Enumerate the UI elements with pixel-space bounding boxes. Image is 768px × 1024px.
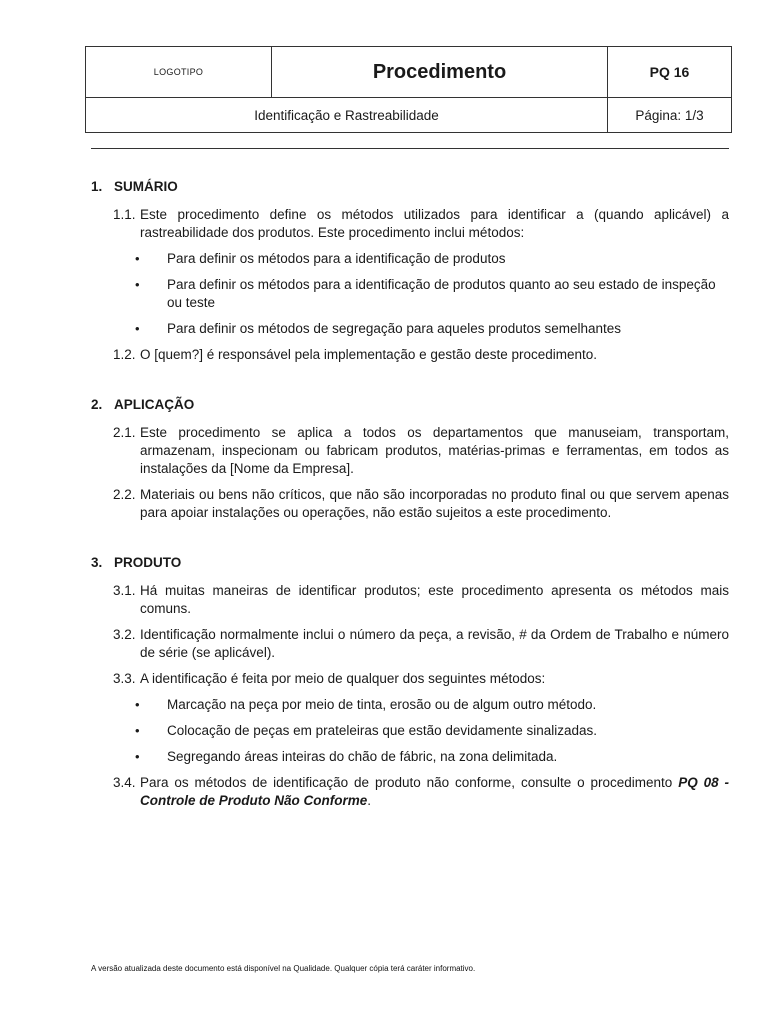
header-divider xyxy=(91,148,729,149)
bullet-icon: • xyxy=(135,277,140,292)
bullet-item xyxy=(91,320,729,338)
item-number: 3.3. xyxy=(113,671,136,686)
footer-note: A versão atualizada deste documento está disponível na Qualidade. Qualquer cópia terá caráter informativo. xyxy=(91,964,476,973)
item-text-end: . xyxy=(367,793,372,808)
numbered-item xyxy=(91,626,729,662)
numbered-item xyxy=(91,424,729,478)
procedure-reference: PQ 08 - Controle de Produto Não Conforme xyxy=(140,775,729,808)
document-body xyxy=(91,178,729,818)
bullet-text: Marcação na peça por meio de tinta, erosão ou de algum outro método. xyxy=(167,697,597,712)
section-title: APLICAÇÃO xyxy=(114,397,195,412)
header-row-top xyxy=(86,47,731,98)
item-number: 3.1. xyxy=(113,583,136,598)
numbered-item xyxy=(91,582,729,618)
section-number: 1. xyxy=(91,179,103,194)
numbered-item xyxy=(91,346,729,364)
item-number: 3.2. xyxy=(113,627,136,642)
section-title: PRODUTO xyxy=(114,555,182,570)
item-text: O [quem?] é responsável pela implementação e gestão deste procedimento. xyxy=(140,347,598,362)
bullet-item xyxy=(91,748,729,766)
numbered-item xyxy=(91,774,729,810)
logo-placeholder: LOGOTIPO xyxy=(86,47,272,97)
item-text: Há muitas maneiras de identificar produtos; este procedimento apresenta os métodos mais comuns. xyxy=(140,583,729,616)
item-text: Materiais ou bens não críticos, que não são incorporadas no produto final ou que servem apenas para apoiar instalações ou operações, não estão sujeitos a este procedimento. xyxy=(140,487,729,520)
document-header-table xyxy=(85,46,732,133)
bullet-item xyxy=(91,722,729,740)
item-number: 2.1. xyxy=(113,425,136,440)
section-number: 3. xyxy=(91,555,103,570)
bullet-icon: • xyxy=(135,749,140,764)
document-subtitle: Identificação e Rastreabilidade xyxy=(86,98,608,132)
bullet-icon: • xyxy=(135,723,140,738)
bullet-text: Para definir os métodos para a identificação de produtos xyxy=(167,251,506,266)
bullet-item xyxy=(91,276,729,312)
bullet-text: Colocação de peças em prateleiras que estão devidamente sinalizadas. xyxy=(167,723,598,738)
numbered-item xyxy=(91,486,729,522)
item-text: Este procedimento se aplica a todos os departamentos que manuseiam, transportam, armazenam, inspecionam ou fabricam produtos, matérias-primas e ferramentas, em todos as instalações da [Nome da Empresa]. xyxy=(140,425,729,476)
bullet-text: Para definir os métodos para a identificação de produtos quanto ao seu estado de inspeção ou teste xyxy=(167,277,716,310)
page-indicator: Página: 1/3 xyxy=(635,107,704,123)
bullet-icon: • xyxy=(135,697,140,712)
item-text: A identificação é feita por meio de qualquer dos seguintes métodos: xyxy=(140,671,546,686)
item-text: Este procedimento define os métodos utilizados para identificar a (quando aplicável) a rastreabilidade dos produtos. Este procedimento inclui métodos: xyxy=(140,207,729,240)
bullet-text: Para definir os métodos de segregação para aqueles produtos semelhantes xyxy=(167,321,622,336)
header-row-bottom xyxy=(86,98,731,132)
section-heading-aplicacao xyxy=(91,396,729,414)
section-heading-produto xyxy=(91,554,729,572)
item-number: 1.1. xyxy=(113,207,136,222)
section-title: SUMÁRIO xyxy=(114,179,178,194)
bullet-item xyxy=(91,696,729,714)
document-code: PQ 16 xyxy=(649,64,690,80)
item-number: 2.2. xyxy=(113,487,136,502)
item-number: 1.2. xyxy=(113,347,136,362)
item-text: Para os métodos de identificação de produto não conforme, consulte o procedimento xyxy=(140,775,679,790)
section-number: 2. xyxy=(91,397,103,412)
numbered-item xyxy=(91,206,729,242)
bullet-text: Segregando áreas inteiras do chão de fábric, na zona delimitada. xyxy=(167,749,558,764)
bullet-item xyxy=(91,250,729,268)
document-title: Procedimento xyxy=(272,47,608,97)
bullet-icon: • xyxy=(135,321,140,336)
item-number: 3.4. xyxy=(113,775,136,790)
bullet-icon: • xyxy=(135,251,140,266)
section-heading-sumario xyxy=(91,178,729,196)
item-text: Identificação normalmente inclui o número da peça, a revisão, # da Ordem de Trabalho e número de série (se aplicável). xyxy=(140,627,729,660)
numbered-item xyxy=(91,670,729,688)
